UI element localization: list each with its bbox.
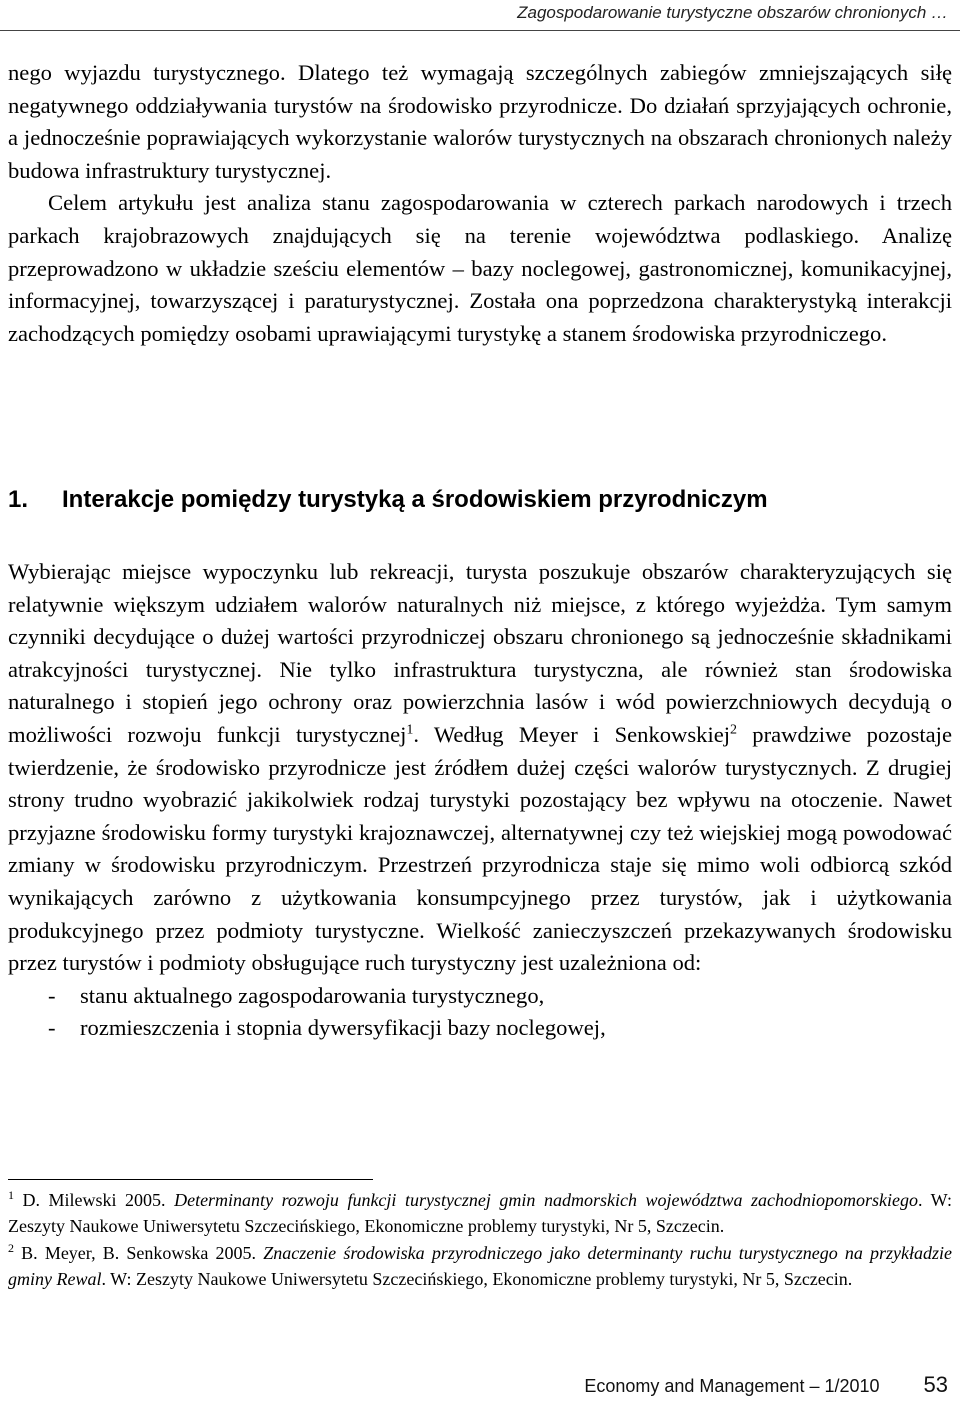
header-rule <box>0 30 960 31</box>
section-title: Interakcje pomiędzy turystyką a środowiskiem przyrodniczym <box>62 486 768 513</box>
footnote-author: B. Meyer, B. Senkowska 2005. <box>14 1243 264 1263</box>
section-heading <box>8 480 952 520</box>
list-item <box>8 980 952 1013</box>
intro-section <box>8 57 952 350</box>
list-item <box>8 1012 952 1045</box>
running-footer <box>0 1372 948 1406</box>
section-text-part-3: prawdziwe pozostaje twierdzenie, że środowisko przyrodnicze jest źródłem dużej części walorów turystycznych. Z drugiej strony trudno wyobrazić jakikolwiek rodzaj turystyki pozostający bez wpływu na otoczenie. Nawet przyjazne środowisku formy turystyki krajoznawczej, alternatywnej czy też wiejskiej mogą powodować zmiany w środowisku przyrodniczym. Przestrzeń przyrodnicza staje się mimo woli odbiorcą szkód wynikających zarówno z użytkowania konsumpcyjnego przez turystów, jak i użytkowania produkcyjnego przez podmioty turystyczne. Wielkość zanieczyszczeń przekazywanych środowisku przez turystów i podmioty obsługujące ruch turystyczny jest uzależniona od: <box>8 721 952 976</box>
footnote-ref-1[interactable]: 1 <box>406 722 414 738</box>
intro-paragraph-1: nego wyjazdu turystycznego. Dlatego też wymagają szczególnych zabiegów zmniejszających siłę negatywnego oddziaływania turystów na środowisko przyrodnicze. Do działań sprzyjających ochronie, a jednocześnie poprawiających wykorzystanie walorów turystycznych na obszarach chronionych należy budowa infrastruktury turystycznej. <box>8 60 952 183</box>
footnote-source: . W: Zeszyty Naukowe Uniwersytetu Szczecińskiego, Ekonomiczne problemy turystyki, Nr 5, Szczecin. <box>101 1268 853 1289</box>
footnote-title: Znaczenie środowiska przyrodniczego jako determinanty ruchu turystycznego na przykładzie gminy Rewal <box>8 1243 952 1289</box>
footnote-author: D. Milewski 2005. <box>14 1190 175 1210</box>
section-text-part-1: Wybierając miejsce wypoczynku lub rekreacji, turysta poszukuje obszarów charakteryzujących się relatywnie większym udziałem walorów naturalnych niż miejsce, z którego wyjeżdża. Tym samym czynniki decydujące o dużej wartości przyrodniczej obszaru chronionego są jednocześnie składnikami atrakcyjności turystycznej. Nie tylko infrastruktura turystyczna, ale również stan środowiska naturalnego i stopień jego ochrony oraz powierzchnia lasów i wód powierzchniowych decydują o możliwości rozwoju funkcji turystycznej <box>8 559 952 747</box>
factor-list <box>8 980 952 1045</box>
footnote-title: Determinanty rozwoju funkcji turystycznej gmin nadmorskich województwa zachodniopomorskiego <box>174 1190 918 1210</box>
section-paragraph <box>8 556 952 980</box>
footnote-number: 1 <box>8 1188 14 1202</box>
footnote-2 <box>8 1241 952 1292</box>
section-body <box>8 556 952 1045</box>
list-dash: - <box>48 1015 56 1041</box>
footnote-ref-2[interactable]: 2 <box>730 722 738 738</box>
footnote-1 <box>8 1188 952 1239</box>
list-item-text: stanu aktualnego zagospodarowania turystycznego, <box>80 982 545 1008</box>
footnote-number: 2 <box>8 1241 14 1255</box>
section-number: 1. <box>8 486 29 513</box>
list-item-text: rozmieszczenia i stopnia dywersyfikacji bazy noclegowej, <box>80 1015 606 1041</box>
footnote-source: . W: Zeszyty Naukowe Uniwersytetu Szczecińskiego, Ekonomiczne problemy turystyki, Nr 5, Szczecin. <box>8 1190 953 1236</box>
list-dash: - <box>48 982 56 1008</box>
intro-paragraph-2: Celem artykułu jest analiza stanu zagospodarowania w czterech parkach narodowych i trzech parkach krajobrazowych znajdujących się na terenie województwa podlaskiego. Analizę przeprowadzono w układzie sześciu elementów – bazy noclegowej, gastronomicznej, komunikacyjnej, informacyjnej, towarzyszącej i paraturystycznej. Została ona poprzedzona charakterystyką interakcji zachodzących pomiędzy osobami uprawiającymi turystykę a stanem środowiska przyrodniczego. <box>8 190 952 346</box>
journal-name: Economy and Management – 1/2010 <box>584 1376 880 1396</box>
footnote-separator <box>8 1179 373 1180</box>
footnotes <box>8 1188 952 1294</box>
section-text-part-2: . Według Meyer i Senkowskiej <box>413 721 731 747</box>
running-header: Zagospodarowanie turystyczne obszarów chronionych … <box>517 3 948 22</box>
page-number: 53 <box>923 1372 948 1397</box>
